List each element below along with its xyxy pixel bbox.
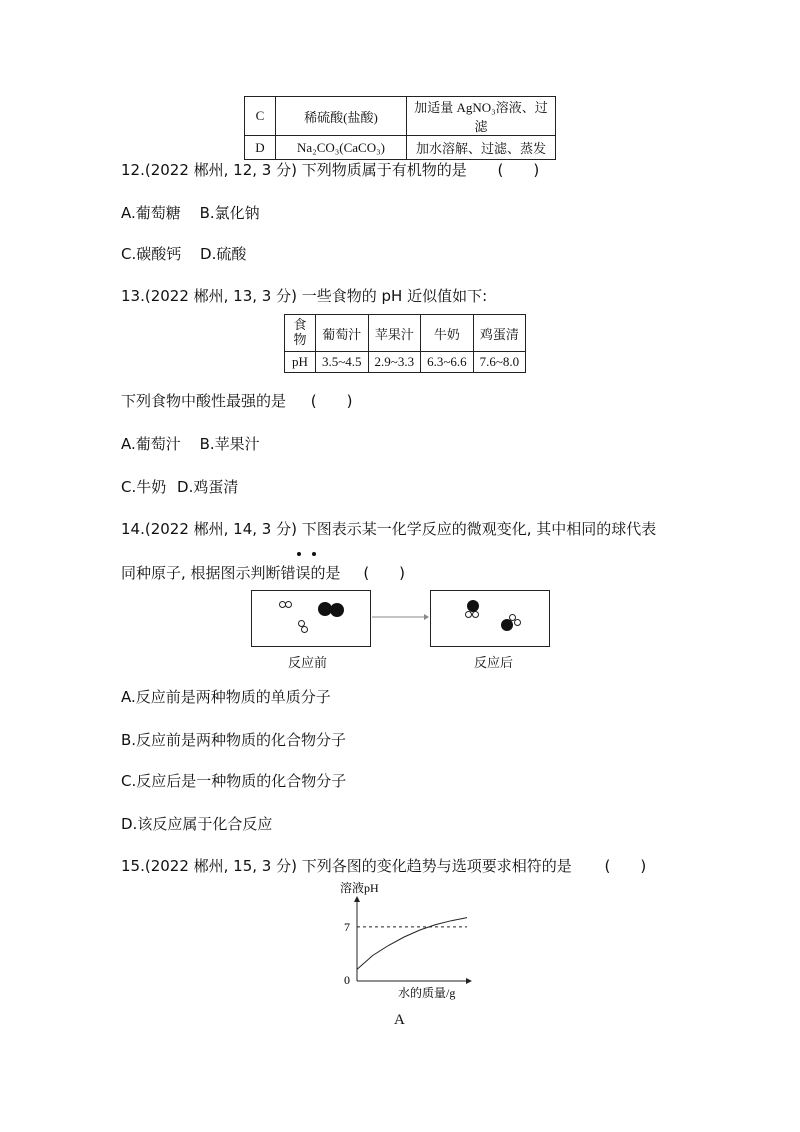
white-atom	[285, 601, 292, 608]
question-13-options-cd	[121, 476, 238, 497]
method-cell: 加水溶解、过滤、蒸发	[407, 136, 556, 160]
y-axis-arrow	[354, 896, 360, 902]
table-row	[285, 352, 526, 373]
option-d: D.硫酸	[200, 245, 247, 263]
food-name: 苹果汁	[368, 315, 421, 352]
option-d: D.鸡蛋清	[177, 478, 239, 496]
option-b: B.苹果汁	[199, 435, 260, 453]
food-name: 葡萄汁	[316, 315, 369, 352]
question-13-options-ab	[121, 433, 260, 454]
black-atom	[501, 619, 513, 631]
method-cell: 加适量 AgNO₃溶液、过滤	[407, 97, 556, 136]
caption-after: 反应后	[474, 656, 514, 671]
option-label: D	[245, 136, 276, 160]
substance-cell: 稀硫酸(盐酸)	[276, 97, 407, 136]
question-12-text: 12.(2022 郴州, 12, 3 分) 下列物质属于有机物的是	[121, 161, 467, 179]
option-c: C.牛奶	[121, 478, 167, 496]
table-row	[245, 136, 556, 160]
before-reaction-box	[251, 590, 371, 647]
question-14-text: 同种原子, 根据图示判断错误的是	[121, 564, 341, 582]
option-c: C.碳酸钙	[121, 245, 182, 263]
question-13-stem: 13.(2022 郴州, 13, 3 分) 一些食物的 pH 近似值如下:	[121, 287, 488, 305]
caption-before: 反应前	[288, 656, 328, 671]
y-tick-7: 7	[344, 919, 350, 934]
question-12-options-cd	[121, 243, 246, 264]
emphasis-dot	[312, 552, 316, 556]
question-12-options-ab	[121, 202, 260, 223]
answer-paren: ( )	[604, 857, 647, 875]
reaction-arrow	[370, 612, 430, 622]
question-15-text: 15.(2022 郴州, 15, 3 分) 下列各图的变化趋势与选项要求相符的是	[121, 857, 572, 875]
reagent-table	[244, 96, 556, 160]
answer-paren: ( )	[363, 564, 406, 582]
ph-value: 3.5~4.5	[316, 352, 369, 373]
ph-value: 2.9~3.3	[368, 352, 421, 373]
question-12-stem	[121, 159, 539, 180]
food-name: 鸡蛋清	[473, 315, 526, 352]
ph-table	[284, 314, 526, 373]
x-axis-arrow	[466, 978, 472, 984]
table-row	[285, 315, 526, 352]
question-14-option-d: D.该反应属于化合反应	[121, 815, 273, 833]
option-a: A.葡萄糖	[121, 204, 181, 222]
substance-cell: Na₂CO₃(CaCO₃)	[276, 136, 407, 160]
origin-label: 0	[344, 973, 350, 987]
question-13-ask	[121, 390, 353, 411]
white-atom	[465, 611, 472, 618]
x-axis-label: 水的质量/g	[398, 986, 456, 1000]
white-atom	[472, 611, 479, 618]
option-b: B.氯化钠	[199, 204, 260, 222]
white-atom	[514, 619, 521, 626]
row-label: pH	[285, 352, 316, 373]
option-a: A.葡萄汁	[121, 435, 181, 453]
answer-paren: ( )	[310, 392, 353, 410]
white-atom	[301, 626, 308, 633]
question-14-stem-line1: 14.(2022 郴州, 14, 3 分) 下图表示某一化学反应的微观变化, 其中相同的球代表	[121, 520, 657, 538]
after-reaction-box	[430, 590, 550, 647]
graph-label-a: A	[394, 1012, 405, 1028]
y-axis-label: 溶液pH	[340, 881, 379, 895]
ph-curve-series	[357, 918, 467, 970]
question-14-stem-line2	[121, 562, 405, 583]
food-name: 牛奶	[421, 315, 474, 352]
emphasis-dot	[297, 552, 301, 556]
option-label: C	[245, 97, 276, 136]
table-row	[245, 97, 556, 136]
ph-value: 6.3~6.6	[421, 352, 474, 373]
question-13-text: 下列食物中酸性最强的是	[121, 392, 287, 410]
ph-value: 7.6~8.0	[473, 352, 526, 373]
header-cell: 食物	[285, 315, 316, 352]
question-14-option-c: C.反应后是一种物质的化合物分子	[121, 772, 347, 790]
answer-paren: ( )	[497, 161, 540, 179]
question-15-stem	[121, 855, 646, 876]
ph-graph	[330, 878, 480, 1003]
black-atom	[330, 603, 344, 617]
question-14-option-b: B.反应前是两种物质的化合物分子	[121, 731, 347, 749]
question-14-option-a: A.反应前是两种物质的单质分子	[121, 688, 331, 706]
